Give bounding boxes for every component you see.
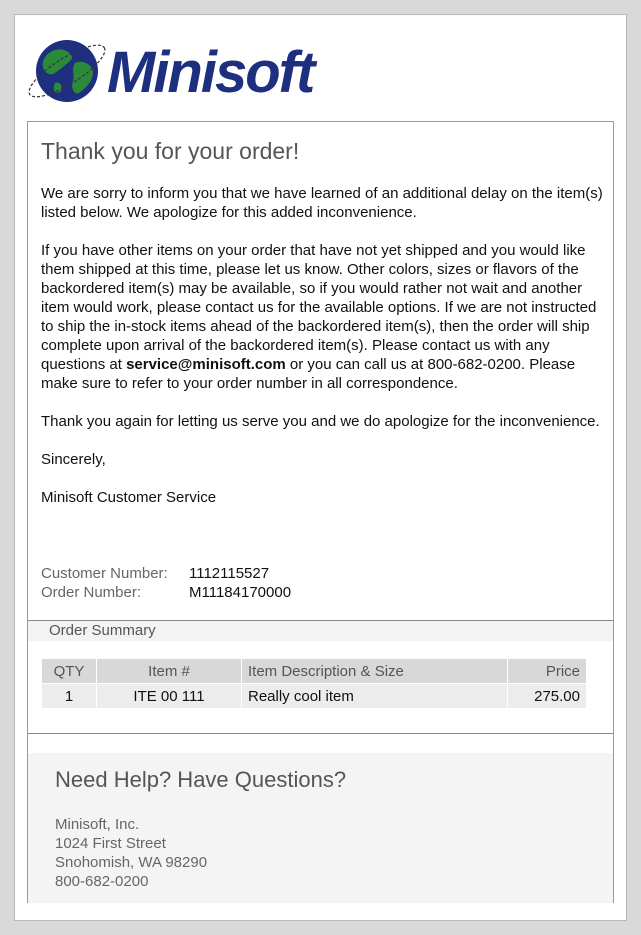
order-items-table [41, 658, 587, 709]
email-link[interactable]: service@minisoft.com [126, 356, 286, 373]
message-text: or you can call us at 800-682-0200. Please make sure to refer to your order number in all correspondence. [41, 356, 576, 392]
column-price: Price [508, 659, 586, 683]
street-address: 1024 First Street [55, 835, 166, 852]
signature: Minisoft Customer Service [41, 489, 217, 506]
company-address [55, 815, 207, 891]
brand-name: Minisoft [107, 40, 314, 105]
order-summary-heading [28, 620, 613, 641]
order-number-value: M11184170000 [189, 584, 292, 601]
phone-number[interactable]: 800-682-0200 [55, 873, 149, 890]
order-summary-label: Order Summary [49, 622, 156, 639]
globe-icon [27, 33, 107, 109]
order-meta [41, 564, 291, 602]
order-number-label: Order Number: [41, 584, 142, 601]
city-state-zip: Snohomish, WA 98290 [55, 854, 208, 871]
column-qty: QTY [42, 659, 96, 683]
order-number-row [41, 583, 291, 602]
cell-item: ITE 00 111 [97, 684, 241, 708]
cell-price: 275.00 [508, 684, 586, 708]
customer-number-value: 1112115527 [189, 565, 270, 582]
email-page [14, 14, 627, 921]
customer-number-row [41, 564, 291, 583]
message-paragraph: Thank you again for letting us serve you and we do apologize for the inconvenience. [41, 413, 600, 430]
column-description: Item Description & Size [242, 659, 507, 683]
company-name: Minisoft, Inc. [55, 816, 140, 833]
message-body [41, 184, 603, 526]
order-card [27, 121, 614, 903]
customer-number-label: Customer Number: [41, 565, 168, 582]
table-header-row [42, 659, 586, 683]
cell-qty: 1 [42, 684, 96, 708]
message-paragraph: We are sorry to inform you that we have learned of an additional delay on the item(s) listed below. We apologize for this added inconvenience. [41, 185, 603, 221]
message-text: If you have other items on your order that have not yet shipped and you would like them shipped at this time, please let us know. Other colors, sizes or flavors of the backordered item(s) may be available, so if you would rather not wait and another item would work, please contact us for the available options. If we are not instructed to ship the in-stock items ahead of the backordered item(s), then the order will ship complete upon arrival of the backordered item(s). Please contact us with any questions at [41, 242, 597, 373]
page-title: Thank you for your order! [41, 138, 300, 164]
help-heading: Need Help? Have Questions? [55, 767, 347, 792]
cell-description: Really cool item [242, 684, 507, 708]
column-item: Item # [97, 659, 241, 683]
minisoft-logo [27, 33, 337, 109]
help-section [28, 753, 613, 903]
divider [28, 733, 613, 734]
closing: Sincerely, [41, 451, 106, 468]
message-paragraph [41, 241, 603, 393]
table-row [42, 684, 586, 708]
